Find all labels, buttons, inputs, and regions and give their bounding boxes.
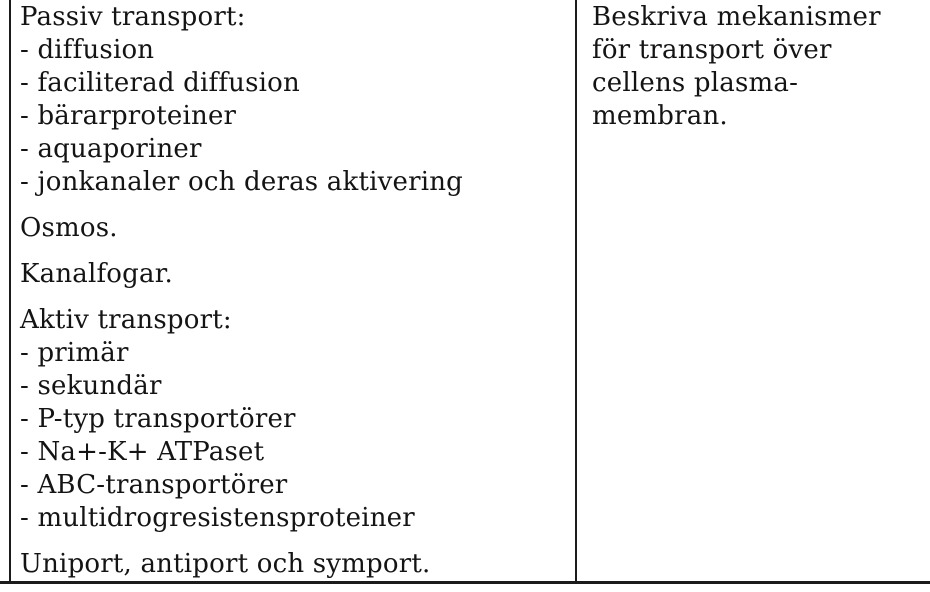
text-line: - diffusion <box>20 35 155 65</box>
paragraph <box>20 548 568 581</box>
paragraph <box>20 258 568 291</box>
text-line: - P-typ transportörer <box>20 404 296 434</box>
text-line: - jonkanaler och deras aktivering <box>20 167 464 197</box>
text-line: membran. <box>592 101 728 131</box>
table-cell-learning-objective <box>592 1 924 146</box>
paragraph <box>20 1 568 199</box>
text-line: Kanalfogar. <box>20 259 173 289</box>
text-line: Aktiv transport: <box>20 305 232 335</box>
table-column-divider <box>575 0 577 583</box>
text-line: - multidrogresistensproteiner <box>20 503 415 533</box>
text-line: Beskriva mekanismer <box>592 2 881 32</box>
text-line: - Na+-K+ ATPaset <box>20 437 265 467</box>
table-left-border <box>9 0 11 583</box>
table-cell-content-topics <box>20 1 568 592</box>
text-line: - aquaporiner <box>20 134 202 164</box>
text-line: - ABC-transportörer <box>20 470 288 500</box>
text-line: - faciliterad diffusion <box>20 68 300 98</box>
text-line: Uniport, antiport och symport. <box>20 549 431 579</box>
text-line: Passiv transport: <box>20 2 246 32</box>
text-line: - bärarproteiner <box>20 101 237 131</box>
text-line: - primär <box>20 338 129 368</box>
paragraph <box>592 1 924 133</box>
paragraph <box>20 212 568 245</box>
paragraph <box>20 304 568 535</box>
text-line: för transport över <box>592 35 832 65</box>
text-line: cellens plasma- <box>592 68 799 98</box>
text-line: Osmos. <box>20 213 118 243</box>
text-line: - sekundär <box>20 371 162 401</box>
